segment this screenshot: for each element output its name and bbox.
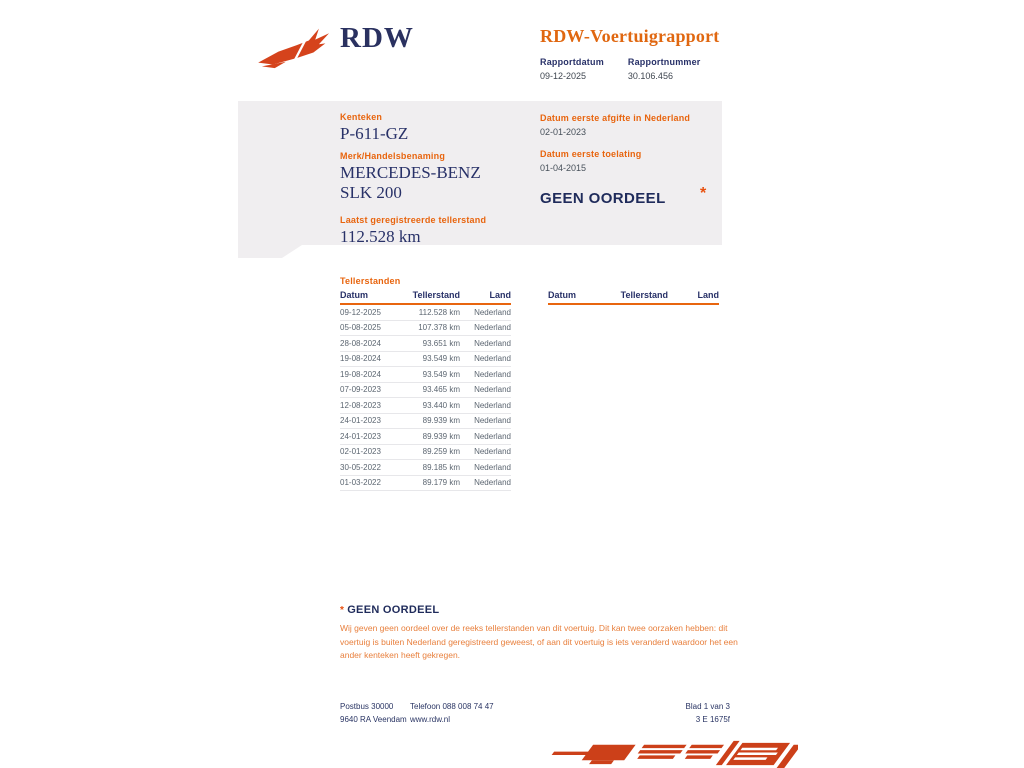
footnote-asterisk: * (340, 605, 345, 616)
footer-page-indicator: Blad 1 van 3 (685, 702, 730, 711)
table-row (340, 352, 511, 368)
row-tellerstand: 107.378 km (418, 323, 460, 333)
column-header-datum: Datum (340, 290, 369, 300)
row-tellerstand: 89.939 km (422, 416, 460, 426)
oordeel-asterisk: * (700, 185, 707, 202)
row-tellerstand: 93.465 km (422, 385, 460, 395)
row-tellerstand: 89.259 km (422, 447, 460, 457)
report-meta (540, 57, 701, 81)
table-row (340, 367, 511, 383)
tellerstanden-table-right (548, 290, 719, 305)
row-tellerstand: 93.549 km (422, 369, 460, 379)
footer-address-line2: 9640 RA Veendam (340, 715, 407, 724)
column-header-land: Land (489, 290, 511, 300)
rdw-logo (258, 24, 414, 70)
toelating-value: 01-04-2015 (540, 163, 587, 173)
row-datum: 30-05-2022 (340, 462, 381, 472)
row-tellerstand: 89.939 km (422, 431, 460, 441)
row-land: Nederland (474, 385, 511, 395)
row-datum: 19-08-2024 (340, 354, 381, 364)
row-tellerstand: 93.440 km (422, 400, 460, 410)
footer-address (340, 700, 407, 726)
report-date-block (540, 57, 604, 81)
footnote (340, 604, 740, 663)
row-land: Nederland (474, 431, 511, 441)
row-datum: 09-12-2025 (340, 307, 381, 317)
row-datum: 02-01-2023 (340, 447, 381, 457)
rdw-stripes-graphic-icon (543, 739, 798, 768)
column-header-tellerstand: Tellerstand (620, 290, 668, 300)
table-row (340, 398, 511, 414)
table-row (340, 429, 511, 445)
table-row (340, 321, 511, 337)
table-row (340, 336, 511, 352)
report-number-block (628, 57, 701, 81)
report-number-label: Rapportnummer (627, 57, 701, 67)
table-header (340, 290, 511, 305)
table-row (340, 383, 511, 399)
row-land: Nederland (474, 323, 511, 333)
report-number-value: 30.106.456 (627, 71, 673, 81)
rdw-logo-text: RDW (340, 22, 414, 54)
row-tellerstand: 89.179 km (422, 478, 460, 488)
column-header-land: Land (697, 290, 719, 300)
table-row (340, 414, 511, 430)
footer-phone: Telefoon 088 008 74 47 (410, 702, 494, 711)
tellerstand-value: 112.528 km (340, 227, 421, 246)
footnote-title: GEEN OORDEEL (347, 604, 440, 616)
footer-contact (410, 700, 494, 726)
toelating-label: Datum eerste toelating (540, 149, 642, 159)
footnote-title-line (340, 604, 740, 616)
row-land: Nederland (474, 416, 511, 426)
row-datum: 24-01-2023 (340, 431, 381, 441)
merk-label: Merk/Handelsbenaming (340, 151, 446, 161)
report-date-label: Rapportdatum (540, 57, 604, 67)
row-tellerstand: 89.185 km (422, 462, 460, 472)
row-land: Nederland (474, 478, 511, 488)
rdw-falcon-icon (258, 24, 332, 70)
row-datum: 05-08-2025 (340, 323, 381, 333)
table-row (340, 445, 511, 461)
row-land: Nederland (474, 400, 511, 410)
row-datum: 24-01-2023 (340, 416, 381, 426)
row-land: Nederland (474, 369, 511, 379)
row-datum: 12-08-2023 (340, 400, 381, 410)
vehicle-panel-left (340, 101, 530, 247)
tellerstand-label: Laatst geregistreerde tellerstand (340, 215, 487, 225)
row-datum: 01-03-2022 (340, 478, 381, 488)
table-row (340, 476, 511, 492)
afgifte-label: Datum eerste afgifte in Nederland (540, 113, 691, 123)
table-row (340, 460, 511, 476)
kenteken-value: P-611-GZ (340, 124, 409, 143)
table-body (340, 305, 511, 491)
row-land: Nederland (474, 354, 511, 364)
row-datum: 19-08-2024 (340, 369, 381, 379)
vehicle-panel-corner-tab (238, 245, 302, 258)
oordeel-status: GEEN OORDEEL (540, 190, 666, 207)
row-tellerstand: 112.528 km (418, 307, 460, 317)
column-header-tellerstand: Tellerstand (412, 290, 460, 300)
row-land: Nederland (474, 447, 511, 457)
vehicle-summary-panel (238, 101, 722, 245)
row-land: Nederland (474, 307, 511, 317)
row-tellerstand: 93.549 km (422, 354, 460, 364)
footer-paging (630, 700, 730, 726)
row-datum: 28-08-2024 (340, 338, 381, 348)
footer-address-line1: Postbus 30000 (340, 702, 394, 711)
afgifte-value: 02-01-2023 (540, 127, 587, 137)
footnote-body: Wij geven geen oordeel over de reeks tellerstanden van dit voertuig. Dit kan twee oorzaken hebben: dit voertuig is buiten Nederland geregistreerd geweest, of aan dit voertuig is iets veranderd waardoor het een ander kenteken heeft gekregen. (340, 623, 738, 660)
row-datum: 07-09-2023 (340, 385, 381, 395)
footer-form-code: 3 E 1675f (695, 715, 730, 724)
tellerstanden-heading: Tellerstanden (340, 276, 401, 286)
table-row (340, 305, 511, 321)
column-header-datum: Datum (548, 290, 577, 300)
model-value: SLK 200 (340, 183, 402, 202)
kenteken-label: Kenteken (340, 112, 383, 122)
report-title: RDW-Voertuigrapport (540, 26, 720, 46)
footer-website: www.rdw.nl (410, 715, 451, 724)
merk-value: MERCEDES-BENZ (340, 163, 481, 182)
table-header (548, 290, 719, 305)
row-land: Nederland (474, 338, 511, 348)
row-land: Nederland (474, 462, 511, 472)
vehicle-panel-right (540, 101, 710, 207)
tellerstanden-table-left (340, 290, 511, 491)
report-date-value: 09-12-2025 (540, 71, 587, 81)
row-tellerstand: 93.651 km (422, 338, 460, 348)
